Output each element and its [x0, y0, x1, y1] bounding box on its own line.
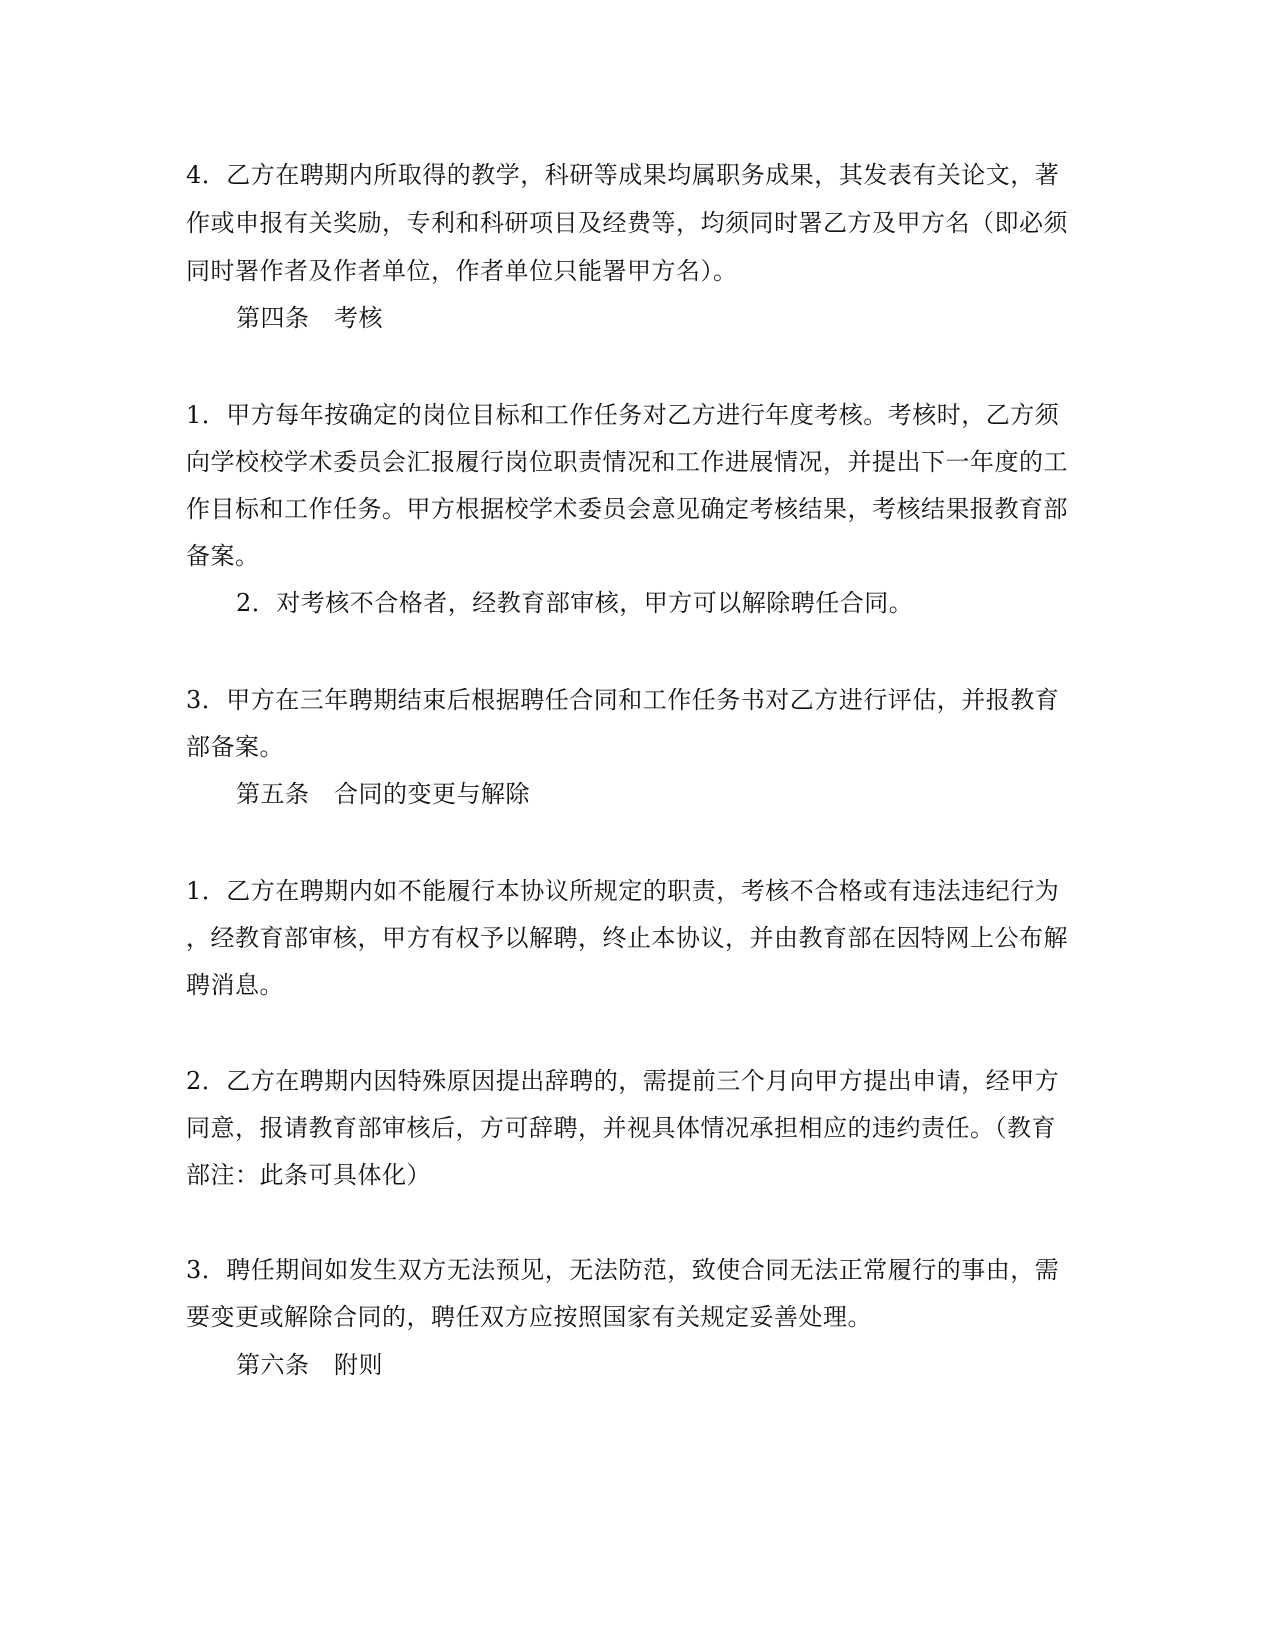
paragraph-4-line-3: 同时署作者及作者单位，作者单位只能署甲方名）。	[186, 257, 738, 285]
termination-3-line-1: 3．聘任期间如发生双方无法预见，无法防范，致使合同无法正常履行的事由，需	[186, 1256, 1060, 1284]
article-6-heading: 第六条 附则	[236, 1351, 383, 1379]
article-4-heading: 第四条 考核	[236, 304, 383, 332]
assessment-2-line-1: 2．对考核不合格者，经教育部审核，甲方可以解除聘任合同。	[236, 589, 914, 617]
termination-1-line-1: 1．乙方在聘期内如不能履行本协议所规定的职责，考核不合格或有违法违纪行为	[186, 877, 1060, 905]
paragraph-4-line-1: 4．乙方在聘期内所取得的教学，科研等成果均属职务成果，其发表有关论文，著	[186, 161, 1060, 189]
termination-2-line-1: 2．乙方在聘期内因特殊原因提出辞聘的，需提前三个月向甲方提出申请，经甲方	[186, 1067, 1060, 1095]
assessment-3-line-2: 部备案。	[186, 733, 284, 761]
termination-2-line-2: 同意，报请教育部审核后，方可辞聘，并视具体情况承担相应的违约责任。（教育	[186, 1114, 1056, 1142]
assessment-3-line-1: 3．甲方在三年聘期结束后根据聘任合同和工作任务书对乙方进行评估，并报教育	[186, 686, 1060, 714]
termination-2-line-3: 部注：此条可具体化）	[186, 1161, 431, 1189]
assessment-1-line-2: 向学校校学术委员会汇报履行岗位职责情况和工作进展情况，并提出下一年度的工	[186, 448, 1068, 476]
paragraph-4-line-2: 作或申报有关奖励，专利和科研项目及经费等，均须同时署乙方及甲方名（即必须	[186, 209, 1068, 237]
assessment-1-line-3: 作目标和工作任务。甲方根据校学术委员会意见确定考核结果，考核结果报教育部	[186, 495, 1068, 523]
article-5-heading: 第五条 合同的变更与解除	[236, 780, 530, 808]
assessment-1-line-1: 1．甲方每年按确定的岗位目标和工作任务对乙方进行年度考核。考核时，乙方须	[186, 401, 1060, 429]
termination-3-line-2: 要变更或解除合同的，聘任双方应按照国家有关规定妥善处理。	[186, 1303, 872, 1331]
termination-1-line-3: 聘消息。	[186, 971, 284, 999]
assessment-1-line-4: 备案。	[186, 542, 260, 570]
termination-1-line-2: ，经教育部审核，甲方有权予以解聘，终止本协议，并由教育部在因特网上公布解	[186, 924, 1068, 952]
